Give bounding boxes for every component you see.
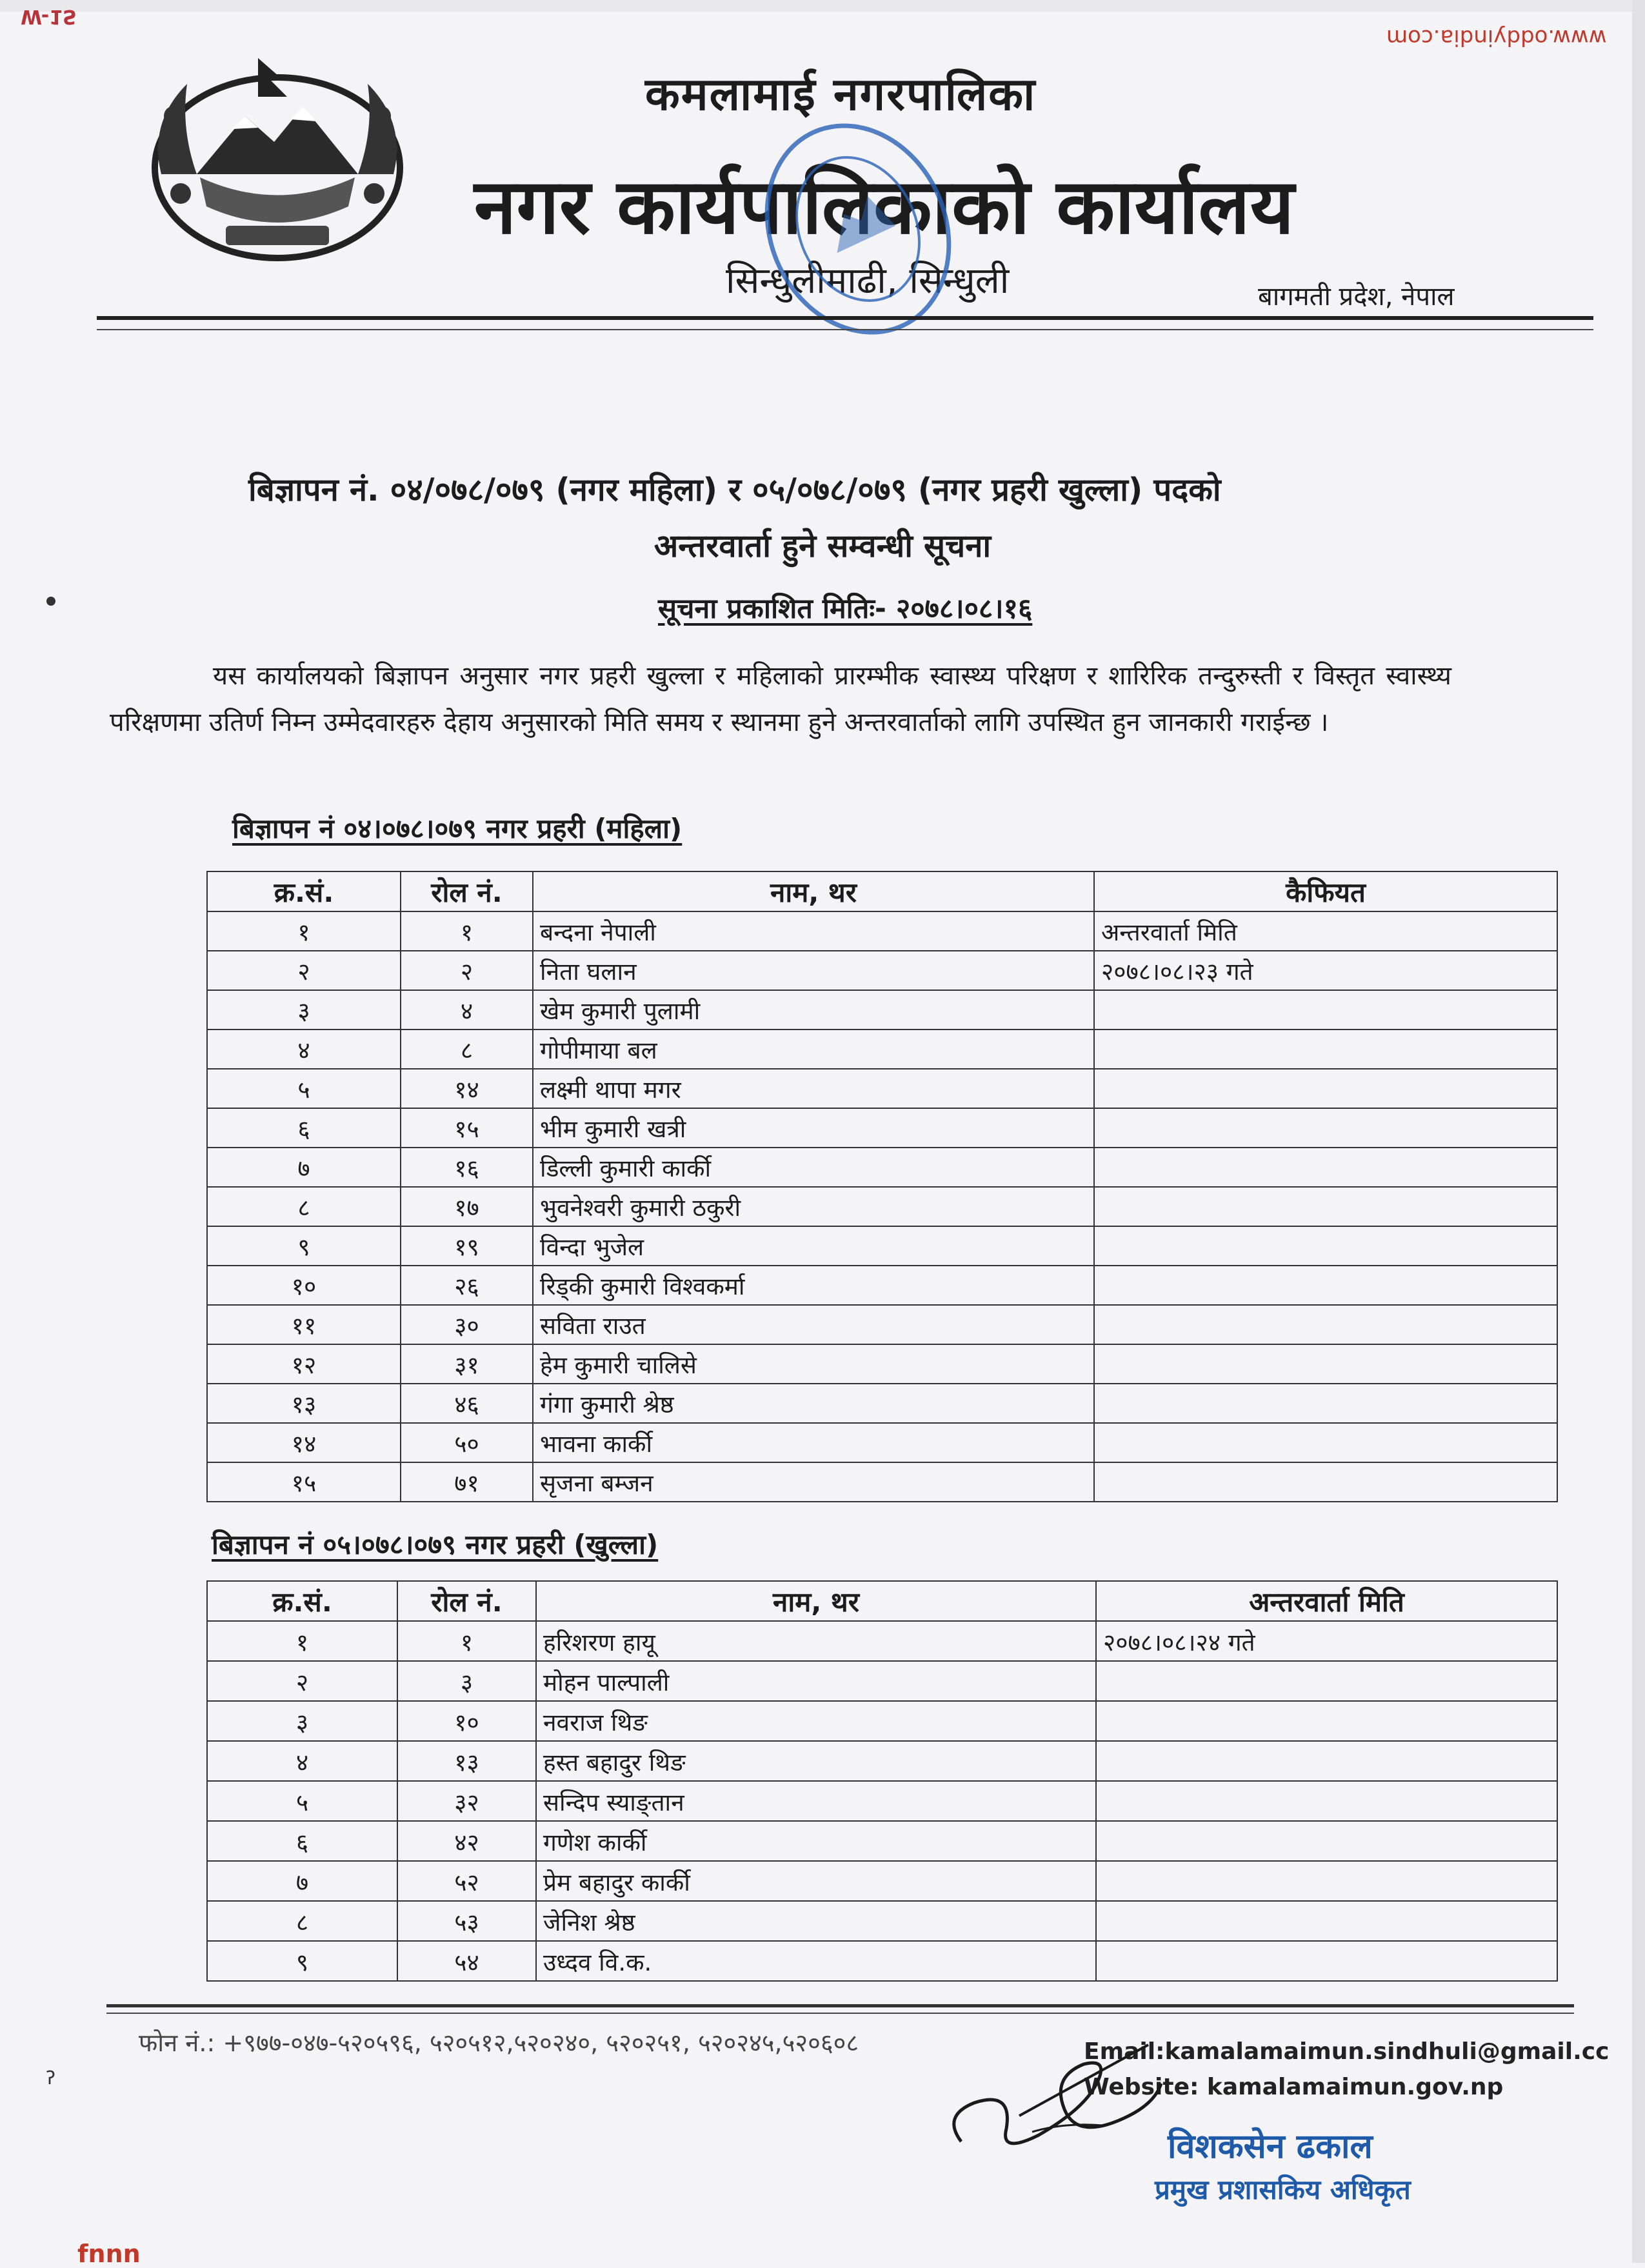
cell-sn: ८ <box>207 1901 397 1941</box>
cell-remarks <box>1096 1741 1557 1781</box>
cell-roll: १० <box>397 1701 536 1741</box>
cell-roll: ७१ <box>401 1462 533 1502</box>
header-rule-thin <box>97 329 1593 330</box>
cell-sn: १ <box>207 1621 397 1661</box>
table-row <box>207 1821 1557 1861</box>
cell-name: बन्दना नेपाली <box>533 911 1094 951</box>
cell-roll: ३० <box>401 1305 533 1344</box>
cell-sn: ६ <box>207 1108 401 1148</box>
cell-remarks <box>1094 1423 1557 1462</box>
cell-name: उध्दव वि.क. <box>536 1941 1096 1981</box>
table-row <box>207 1781 1557 1821</box>
table-row <box>207 1187 1557 1226</box>
table-body <box>207 911 1557 1502</box>
cell-sn: ३ <box>207 990 401 1030</box>
corner-mark: W-1S <box>21 5 77 28</box>
section2-heading: बिज्ञापन नं ०५।०७८।०७९ नगर प्रहरी (खुल्ला) <box>212 1529 659 1560</box>
cell-name: निता घलान <box>533 951 1094 990</box>
cell-name: गंगा कुमारी श्रेष्ठ <box>533 1384 1094 1423</box>
col-sn: क्र.सं. <box>207 871 401 911</box>
scan-edge-top <box>0 0 1645 12</box>
cell-name: खेम कुमारी पुलामी <box>533 990 1094 1030</box>
table-row <box>207 1344 1557 1384</box>
cell-name: हस्त बहादुर थिङ <box>536 1741 1096 1781</box>
cell-remarks <box>1094 1108 1557 1148</box>
office-location: सिन्धुलीमाढी, सिन्धुली <box>726 260 1010 302</box>
col-name: नाम, थर <box>533 871 1094 911</box>
cell-name: जेनिश श्रेष्ठ <box>536 1901 1096 1941</box>
cell-remarks <box>1096 1661 1557 1701</box>
table-row <box>207 990 1557 1030</box>
cell-roll: १६ <box>401 1148 533 1187</box>
col-roll: रोल नं. <box>397 1581 536 1621</box>
cell-roll: १७ <box>401 1187 533 1226</box>
table-row <box>207 1305 1557 1344</box>
cell-remarks: २०७८।०८।२४ गते <box>1096 1621 1557 1661</box>
signatory-name: विशकसेन ढकाल <box>1168 2127 1373 2166</box>
cell-remarks: अन्तरवार्ता मिति <box>1094 911 1557 951</box>
table-row <box>207 1741 1557 1781</box>
cell-name: भावना कार्की <box>533 1423 1094 1462</box>
cell-sn: ५ <box>207 1069 401 1108</box>
phone-numbers: फोन नं.: +९७७-०४७-५२०५९६, ५२०५१२,५२०२४०, ५२०२५१, ५२०२४५,५२०६०८ <box>139 2029 859 2057</box>
cell-roll: ८ <box>401 1030 533 1069</box>
table-row <box>207 1861 1557 1901</box>
footer-rule-thin <box>106 2013 1574 2014</box>
office-title: नगर कार्यपालिकाको कार्यालय <box>474 162 1295 251</box>
cell-roll: ४६ <box>401 1384 533 1423</box>
table-row <box>207 1941 1557 1981</box>
female-candidates-table <box>206 871 1558 1502</box>
margin-mark: ॽ <box>45 2064 55 2090</box>
cell-sn: १४ <box>207 1423 401 1462</box>
table-row <box>207 1069 1557 1108</box>
cell-remarks <box>1094 1266 1557 1305</box>
cell-sn: ५ <box>207 1781 397 1821</box>
cell-sn: ६ <box>207 1821 397 1861</box>
cell-sn: ७ <box>207 1861 397 1901</box>
office-stamp <box>761 113 955 345</box>
cell-remarks <box>1096 1781 1557 1821</box>
cell-roll: ५४ <box>397 1941 536 1981</box>
col-roll: रोल नं. <box>401 871 533 911</box>
cell-remarks <box>1094 1305 1557 1344</box>
cell-roll: ३ <box>397 1661 536 1701</box>
cell-name: डिल्ली कुमारी कार्की <box>533 1148 1094 1187</box>
cell-remarks <box>1094 1030 1557 1069</box>
cell-name: प्रेम बहादुर कार्की <box>536 1861 1096 1901</box>
cell-roll: १३ <box>397 1741 536 1781</box>
table-header-row <box>207 871 1557 911</box>
cell-remarks <box>1096 1701 1557 1741</box>
cell-roll: ४ <box>401 990 533 1030</box>
cell-name: सविता राउत <box>533 1305 1094 1344</box>
table-row <box>207 1621 1557 1661</box>
table-row <box>207 1030 1557 1069</box>
table-body <box>207 1621 1557 1981</box>
cell-sn: ३ <box>207 1701 397 1741</box>
table-row <box>207 1901 1557 1941</box>
cell-name: गणेश कार्की <box>536 1821 1096 1861</box>
cell-sn: २ <box>207 951 401 990</box>
table-row <box>207 1423 1557 1462</box>
cell-name: भीम कुमारी खत्री <box>533 1108 1094 1148</box>
cell-roll: २ <box>401 951 533 990</box>
cell-sn: ८ <box>207 1187 401 1226</box>
cell-name: हरिशरण हायू <box>536 1621 1096 1661</box>
table-row <box>207 1108 1557 1148</box>
notice-title-line1: बिज्ञापन नं. ०४/०७८/०७९ (नगर महिला) र ०५/०७८/०७९ (नगर प्रहरी खुल्ला) पदको <box>248 472 1221 508</box>
cell-roll: १४ <box>401 1069 533 1108</box>
cell-remarks <box>1094 990 1557 1030</box>
col-remarks: कैफियत <box>1094 871 1557 911</box>
cell-remarks: २०७८।०८।२३ गते <box>1094 951 1557 990</box>
cell-remarks <box>1096 1941 1557 1981</box>
cell-sn: ११ <box>207 1305 401 1344</box>
cell-roll: १ <box>397 1621 536 1661</box>
cell-roll: ३२ <box>397 1781 536 1821</box>
scan-edge-right <box>1632 0 1645 2263</box>
table-row <box>207 1384 1557 1423</box>
cell-name: मोहन पाल्पाली <box>536 1661 1096 1701</box>
bottom-mark: fnnn <box>77 2240 141 2268</box>
table-row <box>207 1226 1557 1266</box>
cell-sn: ४ <box>207 1741 397 1781</box>
cell-sn: ९ <box>207 1226 401 1266</box>
cell-name: विन्दा भुजेल <box>533 1226 1094 1266</box>
cell-name: रिड्की कुमारी विश्वकर्मा <box>533 1266 1094 1305</box>
cell-remarks <box>1094 1462 1557 1502</box>
municipality-name: कमलामाई नगरपालिका <box>645 68 1037 121</box>
cell-roll: १५ <box>401 1108 533 1148</box>
margin-dot <box>46 597 55 606</box>
cell-sn: १ <box>207 911 401 951</box>
table-row <box>207 951 1557 990</box>
cell-name: सन्दिप स्याङ्तान <box>536 1781 1096 1821</box>
table-header-row <box>207 1581 1557 1621</box>
signatory-title: प्रमुख प्रशासकिय अधिकृत <box>1155 2174 1411 2205</box>
cell-name: लक्ष्मी थापा मगर <box>533 1069 1094 1108</box>
cell-name: सृजना बम्जन <box>533 1462 1094 1502</box>
cell-sn: ९ <box>207 1941 397 1981</box>
cell-roll: ५२ <box>397 1861 536 1901</box>
cell-sn: १३ <box>207 1384 401 1423</box>
cell-sn: १५ <box>207 1462 401 1502</box>
nepal-emblem-icon <box>135 45 419 264</box>
section1-heading: बिज्ञापन नं ०४।०७८।०७९ नगर प्रहरी (महिला) <box>232 813 683 844</box>
col-sn: क्र.सं. <box>207 1581 397 1621</box>
col-interview-date: अन्तरवार्ता मिति <box>1096 1581 1557 1621</box>
table-row <box>207 1266 1557 1305</box>
header-rule <box>97 316 1593 320</box>
cell-remarks <box>1094 1148 1557 1187</box>
website-address: Website: kamalamaimun.gov.np <box>1084 2074 1504 2100</box>
open-candidates-table <box>206 1580 1558 1982</box>
cell-remarks <box>1094 1069 1557 1108</box>
cell-remarks <box>1096 1901 1557 1941</box>
cell-name: नवराज थिङ <box>536 1701 1096 1741</box>
publish-date: सूचना प्रकाशित मितिः- २०७८।०८।१६ <box>658 593 1033 625</box>
cell-remarks <box>1094 1187 1557 1226</box>
cell-remarks <box>1096 1861 1557 1901</box>
email-address: Email:kamalamaimun.sindhuli@gmail.cc <box>1084 2038 1610 2065</box>
cell-roll: ३१ <box>401 1344 533 1384</box>
footer-rule <box>106 2004 1574 2007</box>
cell-remarks <box>1094 1226 1557 1266</box>
cell-roll: १९ <box>401 1226 533 1266</box>
notice-body: यस कार्यालयको बिज्ञापन अनुसार नगर प्रहरी खुल्ला र महिलाको प्रारम्भीक स्वास्थ्य परिक्षण र शारिरिक तन्दुरुस्ती र विस्तृत स्वास्थ्य परिक्षणमा उतिर्ण निम्न उम्मेदवारहरु देहाय अनुसारको मिति समय र स्थानमा हुने अन्तरवार्ताको लागि उपस्थित हुन जानकारी गराईन्छ । <box>110 661 1451 737</box>
handwritten-signature <box>935 2019 1181 2167</box>
cell-remarks <box>1094 1384 1557 1423</box>
cell-sn: १० <box>207 1266 401 1305</box>
table-row <box>207 911 1557 951</box>
cell-sn: ४ <box>207 1030 401 1069</box>
cell-remarks <box>1096 1821 1557 1861</box>
cell-sn: ७ <box>207 1148 401 1187</box>
cell-name: हेम कुमारी चालिसे <box>533 1344 1094 1384</box>
province-label: बागमती प्रदेश, नेपाल <box>1258 282 1455 312</box>
cell-roll: ४२ <box>397 1821 536 1861</box>
corner-url-mark: www.oddyindia.com <box>1386 25 1606 50</box>
notice-title-line2: अन्तरवार्ता हुने सम्वन्धी सूचना <box>653 528 992 564</box>
table-row <box>207 1148 1557 1187</box>
cell-roll: ५० <box>401 1423 533 1462</box>
table-row <box>207 1462 1557 1502</box>
cell-sn: १२ <box>207 1344 401 1384</box>
cell-sn: २ <box>207 1661 397 1701</box>
cell-remarks <box>1094 1344 1557 1384</box>
cell-name: भुवनेश्वरी कुमारी ठकुरी <box>533 1187 1094 1226</box>
cell-roll: १ <box>401 911 533 951</box>
cell-roll: २६ <box>401 1266 533 1305</box>
cell-roll: ५३ <box>397 1901 536 1941</box>
cell-name: गोपीमाया बल <box>533 1030 1094 1069</box>
col-name: नाम, थर <box>536 1581 1096 1621</box>
table-row <box>207 1661 1557 1701</box>
table-row <box>207 1701 1557 1741</box>
